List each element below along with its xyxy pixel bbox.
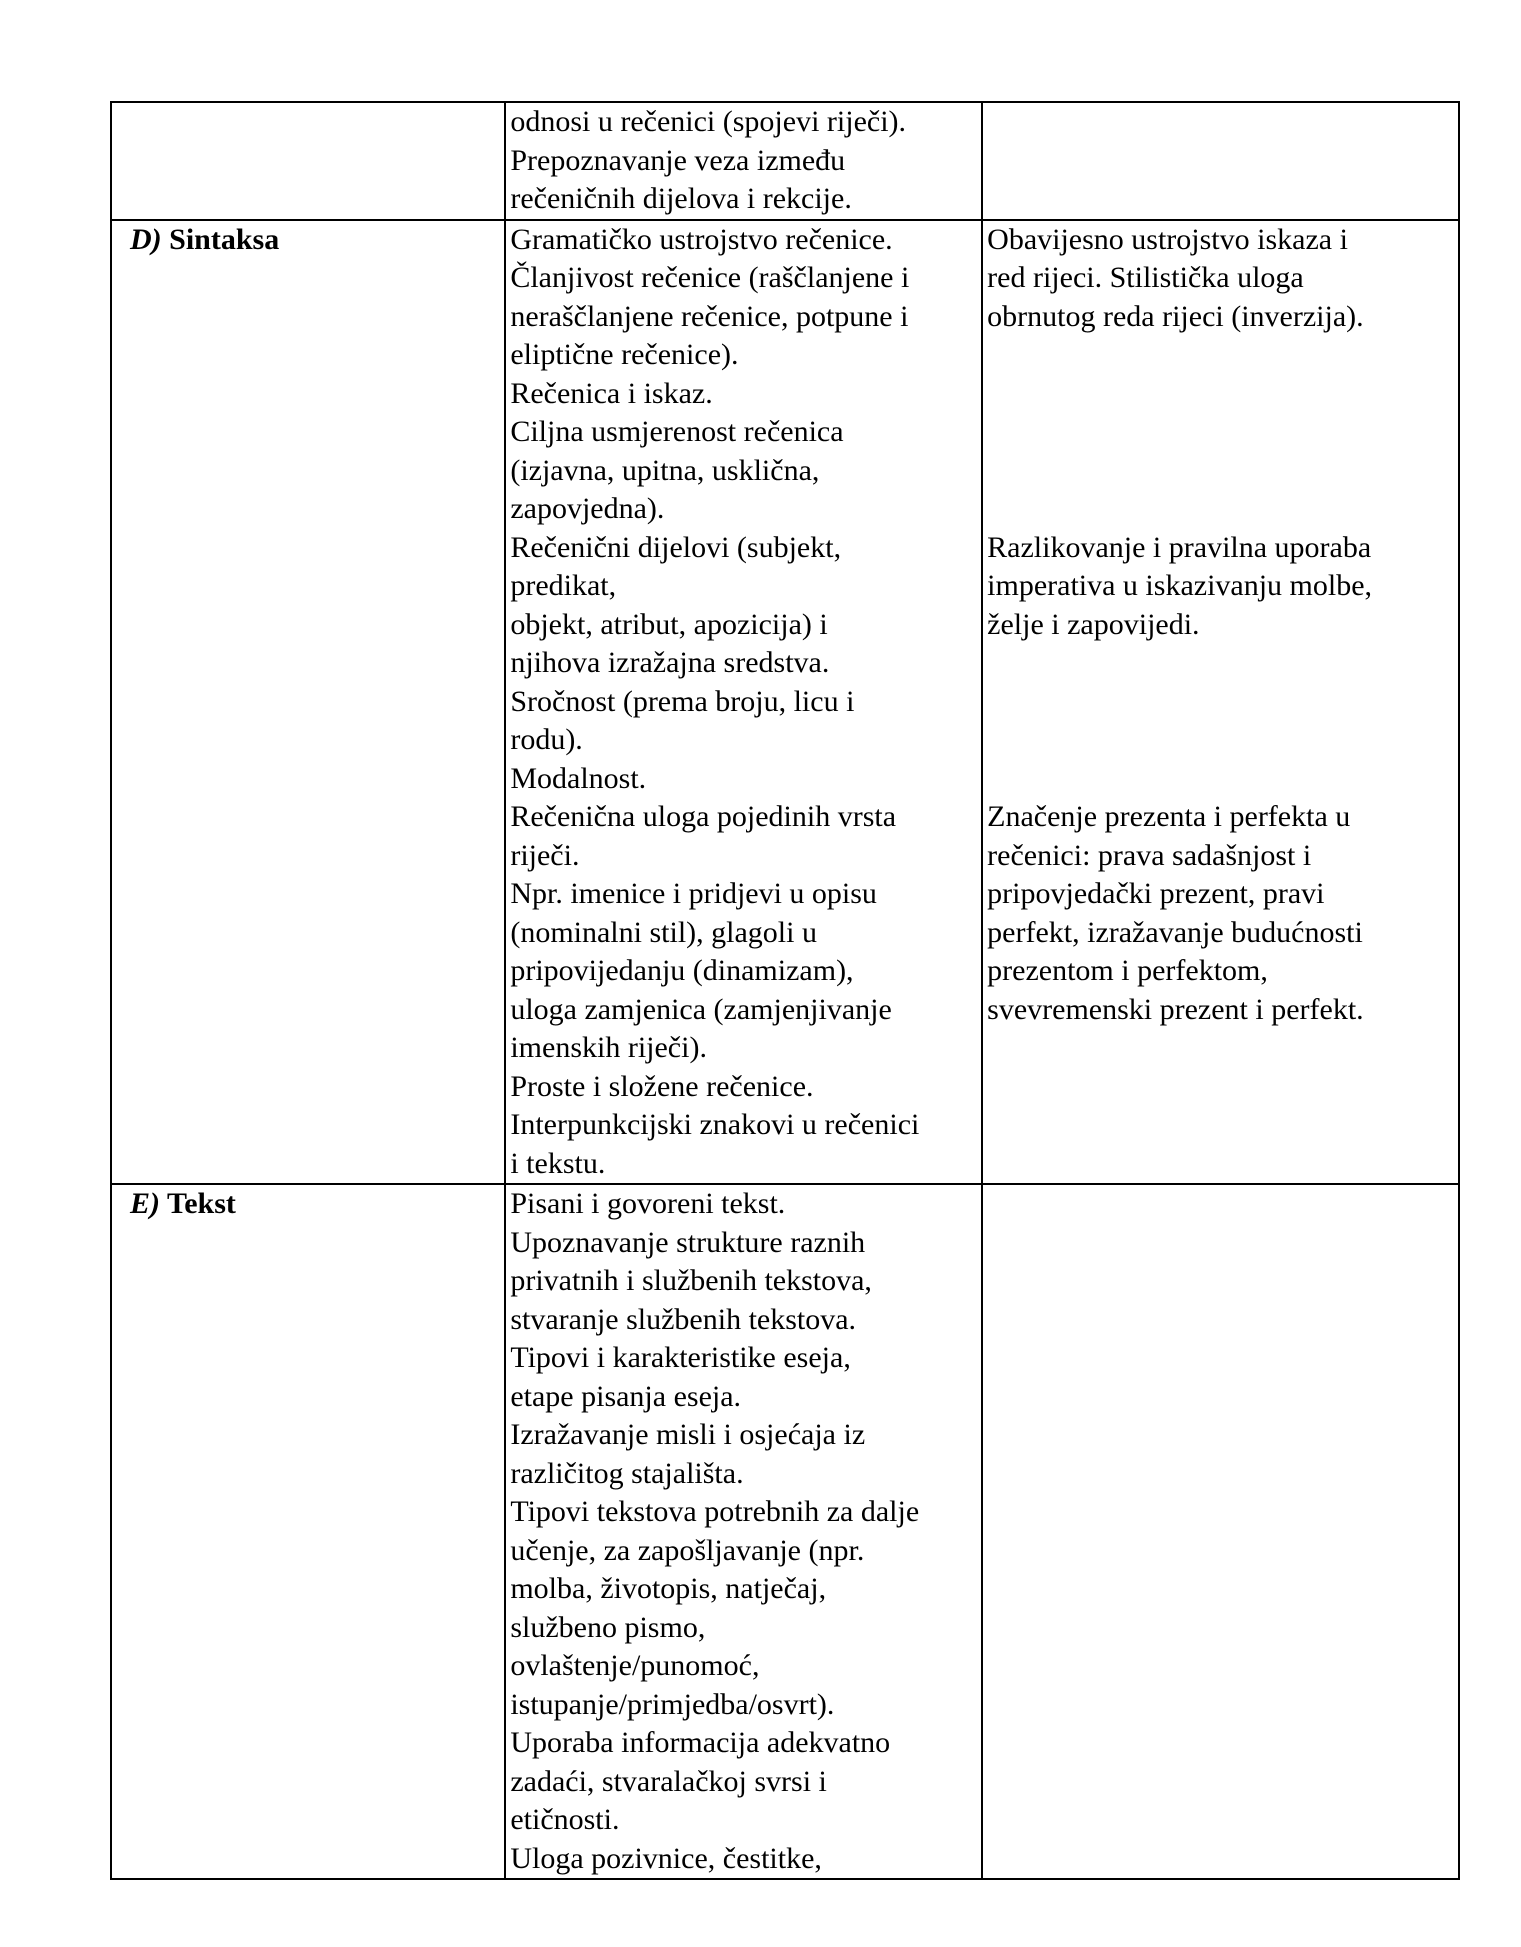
content-line: Modalnost.: [510, 761, 647, 795]
content-line: rodu).: [510, 723, 583, 756]
content-line: rečeničnih dijelova i rekcije.: [510, 182, 852, 215]
content-line: Ciljna usmjerenost rečenica: [510, 415, 844, 448]
content-line: predikat,: [510, 569, 617, 602]
content-line: (nominalni stil), glagoli u: [510, 915, 817, 949]
notes-line: red rijeci. Stilistička uloga: [987, 261, 1304, 294]
table-row: [111, 220, 1459, 1185]
notes-line: imperativa u iskazivanju molbe,: [987, 569, 1373, 602]
content-line: pripovijedanju (dinamizam),: [510, 954, 854, 987]
notes-line: želje i zapovijedi.: [987, 607, 1200, 641]
content-line: neraščlanjene rečenice, potpune i: [510, 299, 909, 333]
content-line: Rečenični dijelovi (subjekt,: [510, 530, 842, 564]
spacer: [987, 721, 1456, 760]
notes-line: Obavijesno ustrojstvo iskaza i: [987, 222, 1348, 256]
content-line: Prepoznavanje veza između: [510, 143, 846, 177]
content-line: Tipovi tekstova potrebnih za dalje: [510, 1495, 920, 1528]
content-line: Gramatičko ustrojstvo rečenice.: [510, 222, 893, 256]
spacer: [987, 644, 1456, 683]
content-line: etape pisanja eseja.: [510, 1379, 742, 1413]
notes-line: prezentom i perfektom,: [987, 954, 1268, 987]
notes-line: pripovjedački prezent, pravi: [987, 877, 1325, 910]
table-row: [111, 1184, 1459, 1879]
curriculum-table: [110, 101, 1460, 1880]
spacer: [987, 490, 1456, 529]
content-line: učenje, za zapošljavanje (npr.: [510, 1533, 865, 1567]
content-line: Uporaba informacija adekvatno: [510, 1726, 891, 1759]
content-line: privatnih i službenih tekstova,: [510, 1264, 872, 1297]
content-line: ovlaštenje/punomoć,: [510, 1649, 760, 1682]
content-cell: [505, 102, 982, 220]
content-line: Rečenica i iskaz.: [510, 376, 713, 410]
content-line: Izražavanje misli i osjećaja iz: [510, 1418, 866, 1451]
content-cell: [505, 220, 982, 1185]
content-line: Sročnost (prema broju, licu i: [510, 684, 855, 718]
section-title: Tekst: [166, 1187, 236, 1220]
content-line: eliptične rečenice).: [510, 338, 739, 371]
notes-line: Razlikovanje i pravilna uporaba: [987, 530, 1372, 564]
notes-line: obrnutog reda rijeci (inverzija).: [987, 299, 1364, 333]
content-line: Uloga pozivnice, čestitke,: [510, 1841, 822, 1875]
table-body: [111, 102, 1459, 1879]
content-line: zapovjedna).: [510, 492, 665, 525]
spacer: [987, 375, 1456, 414]
content-line: Npr. imenice i pridjevi u opisu: [510, 877, 877, 910]
content-line: Pisani i govoreni tekst.: [510, 1187, 786, 1220]
content-line: (izjavna, upitna, usklična,: [510, 453, 820, 487]
content-line: imenskih riječi).: [510, 1031, 707, 1064]
content-line: Proste i složene rečenice.: [510, 1069, 814, 1103]
notes-cell: [982, 220, 1459, 1185]
table-row: [111, 102, 1459, 220]
content-line: odnosi u rečenici (spojevi riječi).: [510, 105, 907, 138]
section-letter: D): [130, 222, 162, 256]
content-line: riječi.: [510, 838, 580, 872]
spacer: [987, 413, 1456, 452]
spacer: [987, 760, 1456, 799]
content-line: etičnosti.: [510, 1803, 620, 1836]
content-line: njihova izražajna sredstva.: [510, 646, 830, 679]
content-line: i tekstu.: [510, 1146, 606, 1180]
section-letter: E): [130, 1187, 160, 1220]
content-line: različitog stajališta.: [510, 1456, 744, 1490]
section-cell: [111, 1184, 505, 1879]
notes-line: svevremenski prezent i perfekt.: [987, 992, 1364, 1026]
content-line: Rečenična uloga pojedinih vrsta: [510, 800, 897, 833]
notes-cell: [982, 1184, 1459, 1879]
notes-cell: [982, 102, 1459, 220]
notes-line: rečenici: prava sadašnjost i: [987, 838, 1312, 872]
spacer: [987, 336, 1456, 375]
spacer: [987, 683, 1456, 722]
section-heading: [116, 221, 502, 260]
content-cell: [505, 1184, 982, 1879]
content-line: Upoznavanje strukture raznih: [510, 1225, 866, 1259]
spacer: [987, 452, 1456, 491]
content-line: zadaći, stvaralačkoj svrsi i: [510, 1764, 827, 1798]
notes-line: perfekt, izražavanje budućnosti: [987, 915, 1363, 949]
content-line: Interpunkcijski znakovi u rečenici: [510, 1108, 920, 1141]
content-line: uloga zamjenica (zamjenjivanje: [510, 992, 892, 1026]
section-heading: [116, 1185, 502, 1224]
content-line: objekt, atribut, apozicija) i: [510, 607, 828, 641]
section-cell: [111, 220, 505, 1185]
notes-line: Značenje prezenta i perfekta u: [987, 800, 1351, 833]
content-line: Tipovi i karakteristike eseja,: [510, 1341, 851, 1374]
content-line: Članjivost rečenice (raščlanjene i: [510, 261, 910, 294]
content-line: istupanje/primjedba/osvrt).: [510, 1687, 835, 1721]
section-cell: [111, 102, 505, 220]
content-line: stvaranje službenih tekstova.: [510, 1302, 857, 1336]
content-line: molba, životopis, natječaj,: [510, 1572, 827, 1605]
content-line: službeno pismo,: [510, 1610, 706, 1644]
section-title: Sintaksa: [169, 222, 280, 256]
